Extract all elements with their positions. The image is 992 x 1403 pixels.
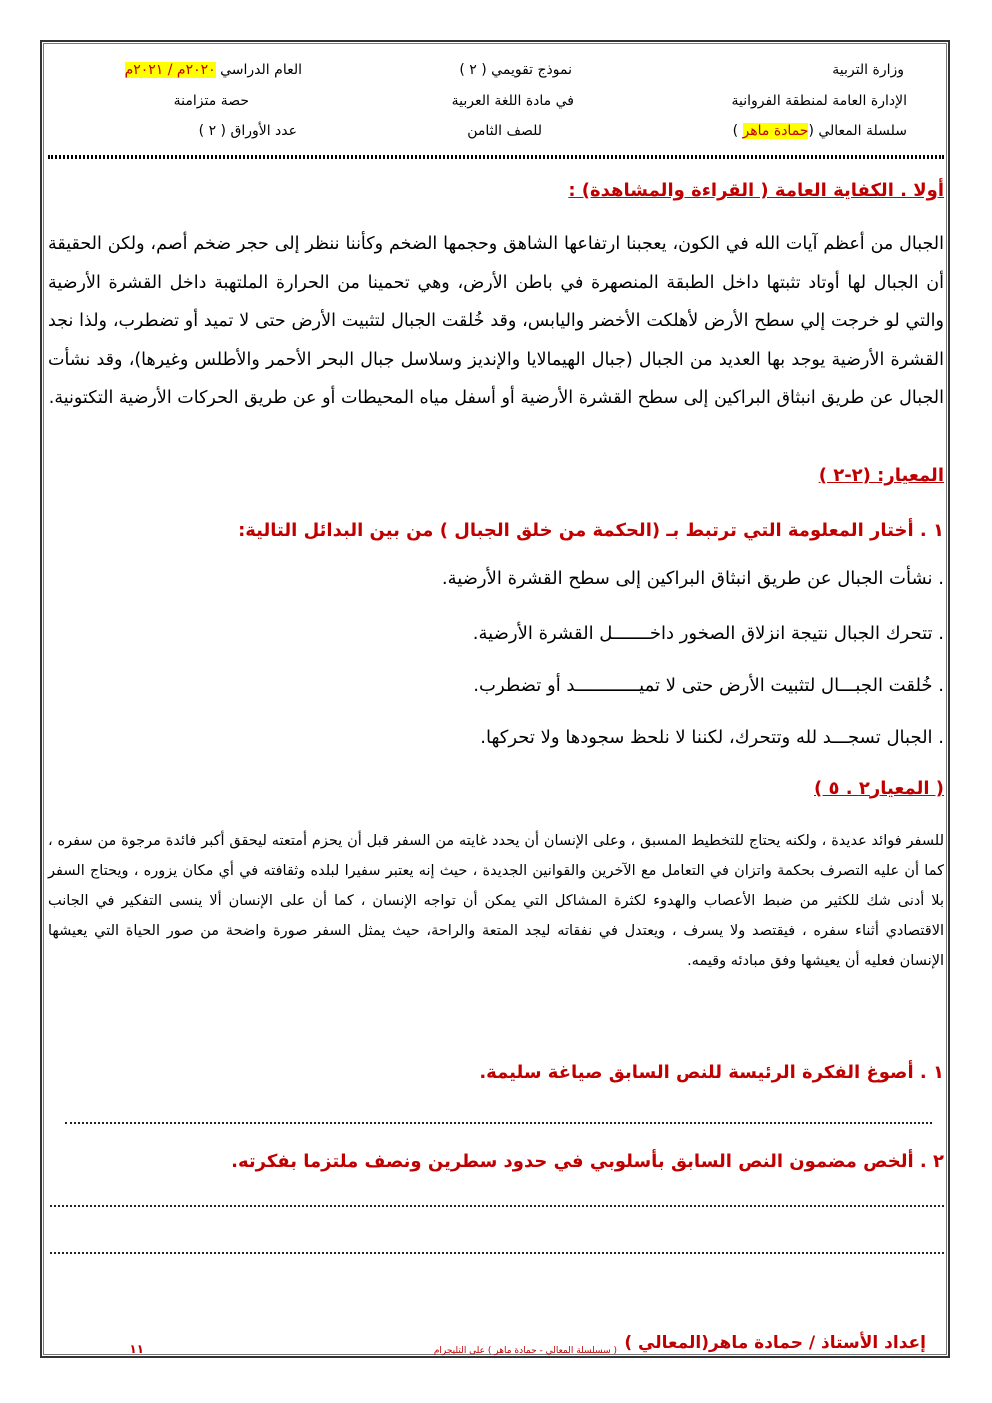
header-model: نموذج تقويمي ( ٢ ) — [459, 62, 572, 78]
header-series-name: حمادة ماهر — [742, 123, 809, 139]
footer-author: إعداد الأستاذ / حمادة ماهر(المعالي ) — [624, 1333, 926, 1353]
section1-question: ١ . أختار المعلومة التي ترتبط بـ (الحكمة من خلق الجبال ) من بين البدائل التالية: — [238, 520, 944, 541]
section1-paragraph: الجبال من أعظم آيات الله في الكون، يعجبنا ارتفاعها الشاهق وحجمها الضخم وكأننا ننظر إلى حجر ضخم أصم، ولكن الحقيقة أن الجبال لها أوتاد تثبتها داخل الطبقة المنصهرة في باطن الأرض، وهي تحمينا من الحرارة الملتهبة داخل القشرة الأرضية والتي لو خرجت إلي سطح الأرض لأهلكت الأخضر واليابس، وقد خُلقت الجبال لتثبيت الأرض حتى لا تميد أو تضطرب، ولذا نجد القشرة الأرضية يوجد بها العديد من الجبال (جبال الهيمالايا والإنديز وسلاسل جبال البحر الأحمر والأطلس وغيرها)، وقد نشأت الجبال عن طريق انبثاق البراكين إلى سطح القشرة الأرضية أو أسفل مياه المحيطات أو عن طريق الحركات الأرضية التكتونية. — [48, 234, 944, 408]
answer-line-1[interactable] — [65, 1122, 932, 1124]
header-pages: عدد الأوراق ( ٢ ) — [198, 123, 297, 139]
header-series — [733, 123, 907, 139]
section1-title: أولا . الكفاية العامة ( القراءة والمشاهدة) : — [568, 180, 944, 201]
option-4[interactable]: . الجبال تسجـــد لله وتتحرك، لكننا لا نلحظ سجودها ولا تحركها. — [480, 727, 944, 748]
section2-paragraph: للسفر فوائد عديدة ، ولكنه يحتاج للتخطيط المسبق ، وعلى الإنسان أن يحدد غايته من السفر قبل أن يحزم أمتعته ليحقق أكبر فائدة مرجوة من سفره ، كما أن عليه التصرف بحكمة واتزان في التعامل مع الآخرين والقوانين الجديدة ، حيث إنه يعتبر سفيرا لبلده وثقافته في أي مكان يزوره ، ويحتاج السفر بلا أدنى شك للكثير من ضبط الأعصاب والهدوء لكثرة المشاكل التي يمكن أن تواجه الإنسان ، كما أن على الإنسان ألا ينسى التفكير في الجانب الاقتصادي أثناء سفره ، فيقتصد ولا يسرف ، ويعتدل في نفقاته ليجد المتعة والراحة، حيث يمثل السفر صورة واضحة من صور الحياة التي يعيشها الإنسان فعليه أن يعيشها وفق مبادئه وقيمه. — [48, 833, 944, 969]
footer-telegram: ( سسلسلة المعالي - حمادة ماهر ) على التليجرام — [433, 1346, 617, 1356]
header-year-label: العام الدراسي — [220, 62, 302, 78]
section2-question-1: ١ . أصوغ الفكرة الرئيسة للنص السابق صياغة سليمة. — [479, 1062, 944, 1083]
header-year-value: ٢٠٢٠م / ٢٠٢١م — [124, 62, 216, 78]
header-directorate: الإدارة العامة لمنطقة الفروانية — [731, 93, 907, 109]
section1-criterion: المعيار: (٢-٢ ) — [818, 465, 944, 486]
section2-question-2: ٢ . ألخص مضمون النص السابق بأسلوبي في حدود سطرين ونصف ملتزما بفكرته. — [231, 1151, 944, 1172]
header-series-label: سلسلة المعالي ( — [808, 123, 907, 139]
option-3[interactable]: . خُلقت الجبـــال لتثبيت الأرض حتى لا تميــــــــــــد أو تضطرب. — [473, 675, 944, 696]
header-separator — [48, 155, 944, 159]
header-grade: للصف الثامن — [467, 123, 542, 139]
section2-criterion: ( المعيار٢ . ٥ ) — [814, 778, 944, 799]
answer-line-2[interactable] — [50, 1205, 944, 1207]
header-ministry: وزارة التربية — [832, 62, 904, 78]
option-1[interactable]: . نشأت الجبال عن طريق انبثاق البراكين إلى سطح القشرة الأرضية. — [441, 568, 944, 589]
option-2[interactable]: . تتحرك الجبال نتيجة انزلاق الصخور داخـــــــل القشرة الأرضية. — [472, 623, 944, 644]
header-subject: في مادة اللغة العربية — [451, 93, 574, 109]
header-session: حصة متزامنة — [173, 93, 249, 109]
header-year — [125, 62, 302, 78]
page-number: ١١ — [129, 1342, 144, 1356]
header-series-close: ) — [732, 123, 739, 139]
answer-line-3[interactable] — [50, 1252, 944, 1254]
